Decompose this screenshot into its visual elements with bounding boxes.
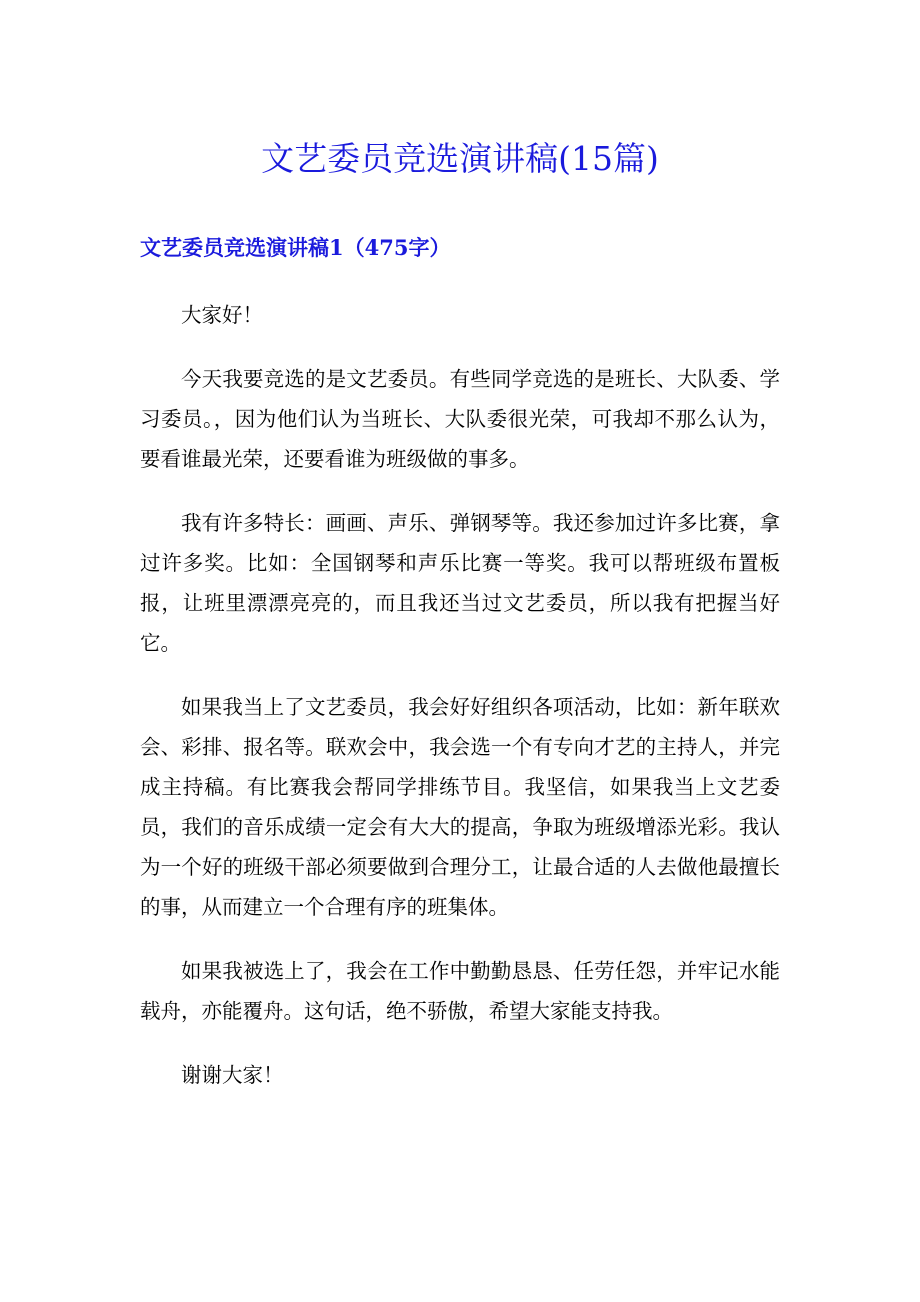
paragraph-intro: 今天我要竞选的是文艺委员。有些同学竞选的是班长、大队委、学习委员。，因为他们认为当班长、大队委很光荣，可我却不那么认为，要看谁最光荣，还要看谁为班级做的事多。 — [140, 367, 780, 471]
paragraph-plans: 如果我当上了文艺委员，我会好好组织各项活动，比如：新年联欢会、彩排、报名等。联欢会中，我会选一个有专向才艺的主持人，并完成主持稿。有比赛我会帮同学排练节目。我坚信，如果我当上文艺委员，我们的音乐成绩一定会有大大的提高，争取为班级增添光彩。我认为一个好的班级干部必须要做到合理分工，让最合适的人去做他最擅长的事，从而建立一个合理有序的班集体。 — [140, 695, 780, 919]
speech-body — [140, 295, 780, 1119]
section-heading: 文艺委员竞选演讲稿1（475字） — [140, 235, 451, 260]
paragraph-skills: 我有许多特长：画画、声乐、弹钢琴等。我还参加过许多比赛，拿过许多奖。比如：全国钢琴和声乐比赛一等奖。我可以帮班级布置板报，让班里漂漂亮亮的，而且我还当过文艺委员，所以我有把握当好它。 — [140, 511, 780, 655]
paragraph-commitment: 如果我被选上了，我会在工作中勤勤恳恳、任劳任怨，并牢记水能载舟，亦能覆舟。这句话，绝不骄傲，希望大家能支持我。 — [140, 959, 780, 1023]
paragraph-greeting: 大家好！ — [181, 303, 263, 327]
document-title: 文艺委员竞选演讲稿(15篇) — [261, 139, 659, 178]
paragraph-thanks: 谢谢大家！ — [181, 1063, 284, 1087]
